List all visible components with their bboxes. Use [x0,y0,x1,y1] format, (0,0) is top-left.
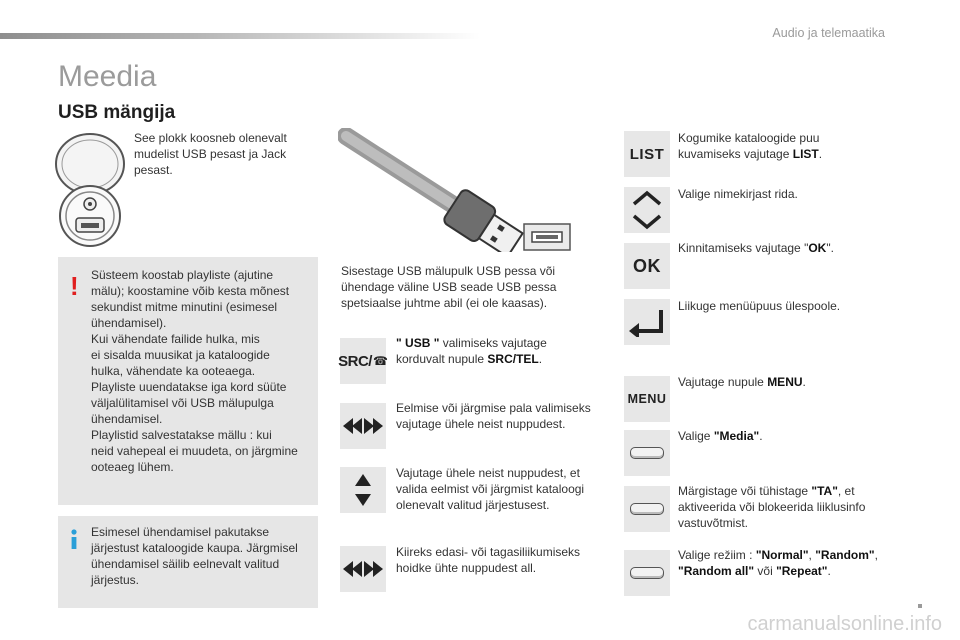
section-label: Audio ja telemaatika [772,26,885,40]
src-tel-button[interactable]: SRC/ ☎ [340,338,386,384]
menu-option-oval-icon [630,567,664,579]
ok-text: Kinnitamiseks vajutage "OK". [678,241,834,255]
section-subtitle: USB mängija [58,102,176,123]
ok-button[interactable]: OK [624,243,670,289]
fast-forward-rewind-buttons[interactable] [340,546,386,592]
intro-text: See plokk koosneb olenevalt mudelist USB pesast ja Jack pesast. [134,131,287,177]
up-down-chevron-buttons[interactable] [624,187,670,233]
page-title: Meedia [58,60,157,93]
fast-scan-text: Kiireks edasi- või tagasiliikumiseks hoidke ühte nuppudest all. [396,545,581,575]
list-text: Kogumike kataloogide puu kuvamiseks vajutage LIST. [678,131,823,161]
up-down-triangles-icon [353,472,373,508]
prev-next-text: Eelmise või järgmise pala valimiseks vajutage ühele neist nuppudest. [396,401,591,431]
usb-stick-illustration [338,128,584,252]
select-line-text: Valige nimekirjast rida. [678,187,798,201]
up-down-buttons[interactable] [340,467,386,513]
list-button[interactable]: LIST [624,131,670,177]
skip-arrows-icon [341,559,385,579]
info-icon [68,528,80,550]
folder-select-text: Vajutage ühele neist nuppudest, et valida eelmist või järgmist kataloogi olenevalt valitud järjestusest. [396,466,585,512]
prev-next-buttons[interactable] [340,403,386,449]
menu-option-oval-icon [630,447,664,459]
back-text: Liikuge menüüpuus ülespoole. [678,299,841,313]
media-select-button[interactable] [624,430,670,476]
ta-toggle-button[interactable] [624,486,670,532]
return-arrow-icon [627,307,667,337]
mode-select-button[interactable] [624,550,670,596]
info-box [58,516,318,608]
chevron-up-down-icon [630,190,664,230]
menu-button[interactable]: MENU [624,376,670,422]
skip-arrows-icon [341,416,385,436]
mode-text: Valige režiim : "Normal", "Random", "Random all" või "Repeat". [678,548,878,578]
exclamation-icon: ! [70,271,79,301]
header-gradient-bar [0,33,480,39]
back-button[interactable] [624,299,670,345]
src-usb-text: " USB " valimiseks vajutage korduvalt nupule SRC/TEL. [396,336,547,366]
warning-box [58,257,318,505]
warning-text: Süsteem koostab playliste (ajutine mälu); koostamine võib kesta mõnest sekundist mitme minutini (esimesel ühendamisel). Kui vähendate failide hulka, mis ei sisalda muusikat ja kataloogide hulka, vähendate ka ooteaega. Playliste uuendatakse iga kord süüte väljalülitamisel või USB mälupulga ühendamisel. Playlistid salvestatakse mällu : kui neid vahepeal ei muudeta, on järgmine ooteaeg lühem. [91,268,298,474]
menu-text: Vajutage nupule MENU. [678,375,806,389]
usb-jack-socket-illustration [52,126,128,250]
watermark: carmanualsonline.info [747,613,942,635]
ta-text: Märgistage või tühistage "TA", et aktiveerida või blokeerida liiklusinfo vastuvõtmist. [678,484,866,530]
menu-option-oval-icon [630,503,664,515]
page-marker [918,604,922,608]
usb-insert-text: Sisestage USB mälupulk USB pessa või ühendage väline USB seade USB pessa spetsiaalse juhtme abil (ei ole kaasas). [341,264,557,310]
media-text: Valige "Media". [678,429,763,443]
info-text: Esimesel ühendamisel pakutakse järjestust kataloogide kaupa. Järgmisel ühendamisel säilib eelnevalt valitud järjestus. [91,525,298,587]
